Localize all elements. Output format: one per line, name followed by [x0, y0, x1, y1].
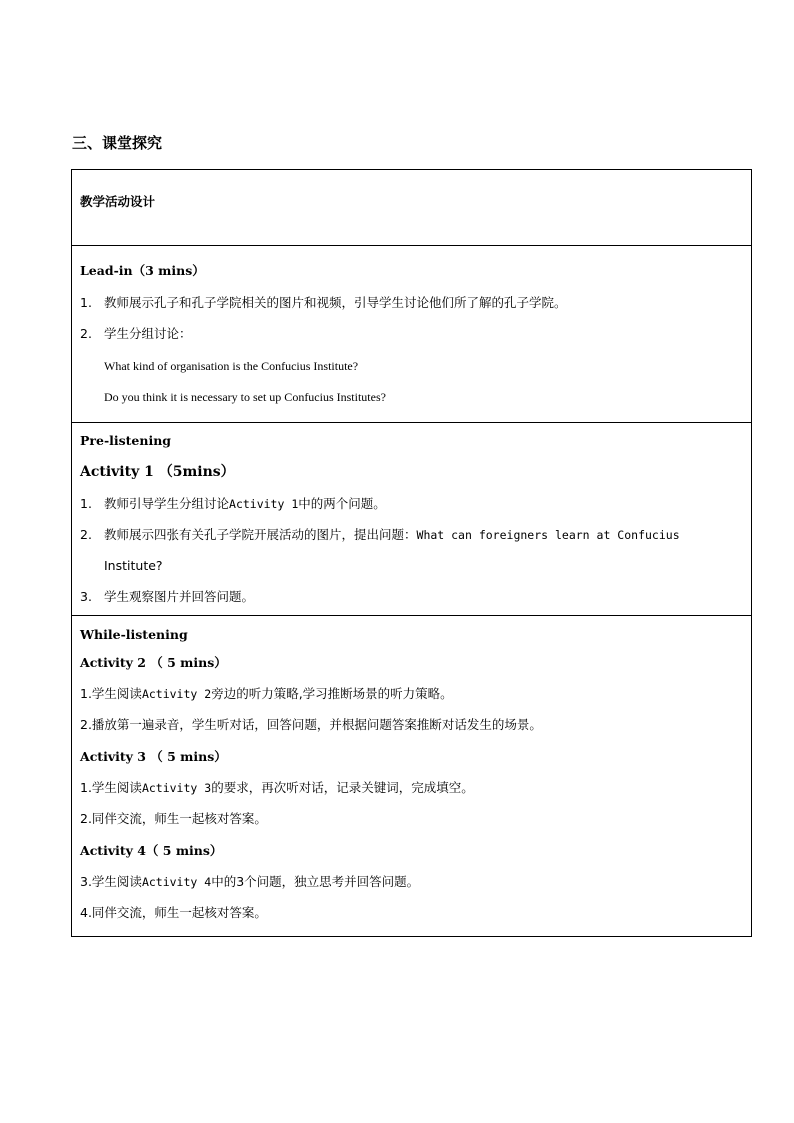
pre-listening-row [72, 423, 751, 616]
lead-in-heading: Lead-in（3 mins） [80, 263, 205, 278]
activity-3-item-2: 2.同伴交流，师生一起核对答案。 [80, 811, 267, 826]
lead-in-item-1 [80, 295, 567, 311]
item-text: Activity 3 [141, 781, 212, 795]
item-text: 中的3个问题，独立思考并回答问题。 [211, 874, 420, 889]
item-number: 1. [80, 295, 92, 310]
lead-in-question-1: What kind of organisation is the Confucius Institute? [104, 359, 359, 373]
item-text: 1.学生阅读 [80, 780, 142, 795]
item-text: Activity 1 [229, 497, 299, 511]
item-text: 1.学生阅读 [80, 686, 142, 701]
activity-4-item-1 [80, 874, 419, 890]
table-header-row [72, 170, 751, 246]
item-number: 2. [80, 527, 92, 542]
item-text: 的要求，再次听对话，记录关键词，完成填空。 [211, 780, 474, 795]
activity-2-heading: Activity 2 （ 5 mins） [80, 655, 227, 670]
item-text: What can foreigners learn at Confucius [416, 528, 680, 542]
lead-in-row [72, 246, 751, 423]
activity-2-item-2: 2.播放第一遍录音，学生听对话，回答问题，并根据问题答案推断对话发生的场景。 [80, 717, 542, 732]
item-number: 3. [80, 589, 92, 604]
item-text: 中的两个问题。 [298, 496, 386, 511]
item-number: 1. [80, 496, 92, 511]
pre-listening-item-1 [80, 496, 386, 512]
pre-listening-heading: Pre-listening [80, 433, 172, 448]
item-text: 教师展示孔子和孔子学院相关的图片和视频，引导学生讨论他们所了解的孔子学院。 [104, 295, 567, 310]
activity-3-heading: Activity 3 （ 5 mins） [80, 749, 227, 764]
item-text: 旁边的听力策略,学习推断场景的听力策略。 [211, 686, 453, 701]
activity-3-item-1 [80, 780, 474, 796]
item-number: 2. [80, 326, 92, 341]
lead-in-question-2: Do you think it is necessary to set up Confucius Institutes? [104, 390, 386, 404]
table-header: 教学活动设计 [80, 194, 156, 209]
item-text: 教师引导学生分组讨论 [104, 496, 230, 511]
activity-4-item-2: 4.同伴交流，师生一起核对答案。 [80, 905, 267, 920]
item-text: 教师展示四张有关孔子学院开展活动的图片，提出问题： [104, 527, 417, 542]
section-title: 三、课堂探究 [72, 134, 163, 152]
activity-1-heading: Activity 1 （5mins） [80, 464, 235, 480]
lesson-table [71, 169, 752, 937]
activity-4-heading: Activity 4（ 5 mins） [80, 843, 223, 858]
item-text: Activity 2 [141, 687, 212, 701]
while-listening-heading: While-listening [80, 627, 188, 642]
pre-listening-item-2-cont: Institute? [104, 558, 163, 573]
pre-listening-item-2 [80, 527, 680, 543]
item-text: Activity 4 [141, 875, 212, 889]
while-listening-row [72, 616, 751, 936]
item-text: 3.学生阅读 [80, 874, 142, 889]
lead-in-item-2 [80, 326, 192, 342]
item-text: 学生分组讨论： [104, 326, 192, 341]
activity-2-item-1 [80, 686, 453, 702]
item-text: 学生观察图片并回答问题。 [104, 589, 255, 604]
pre-listening-item-3 [80, 589, 254, 605]
